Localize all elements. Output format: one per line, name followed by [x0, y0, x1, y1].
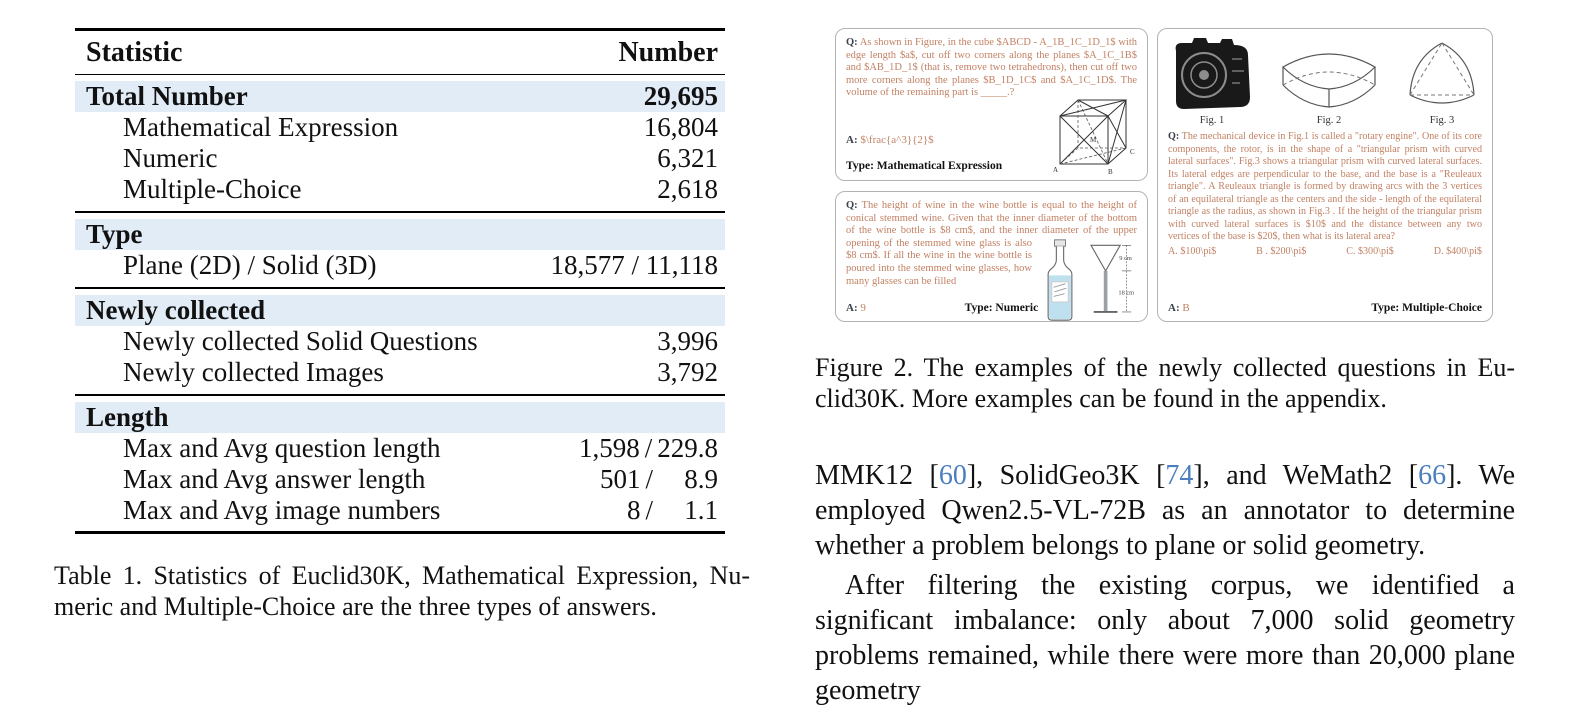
panel-mathematical-expression — [835, 28, 1148, 181]
question-text — [846, 200, 1138, 297]
figure-caption — [815, 352, 1515, 414]
stat-label: Newly collected Images — [123, 357, 384, 387]
fig-label: Fig. 3 — [1429, 115, 1455, 126]
citation-link[interactable]: 66 — [1418, 460, 1447, 491]
stat-value: 16,804 — [643, 112, 718, 142]
type-value: Mathematical Expression — [876, 160, 1003, 172]
type-label: Type: — [964, 302, 993, 314]
body-text: MMK12 [ — [815, 460, 939, 491]
figure-caption-line1: Figure 2. The examples of the newly collected questions in Eu- — [815, 353, 1515, 382]
table-section-header-row — [75, 81, 725, 112]
table-row — [75, 326, 725, 357]
fig-label: Fig. 2 — [1316, 115, 1342, 126]
stat-label: Multiple-Choice — [123, 174, 302, 204]
stat-label: Mathematical Expression — [123, 112, 399, 142]
body-paragraph-1 — [815, 458, 1515, 563]
body-text-column — [815, 458, 1515, 706]
fig-label: Fig. 1 — [1199, 115, 1225, 126]
max-value: 501 — [599, 464, 641, 494]
question-label: Q: — [846, 37, 858, 48]
type-value: Multiple-Choice — [1402, 302, 1482, 314]
figure-images-row — [1168, 37, 1482, 126]
stat-value — [574, 433, 725, 464]
section-header-label: Length — [86, 402, 169, 432]
col-header-number: Number — [618, 36, 718, 68]
stat-label: Max and Avg answer length — [123, 464, 426, 494]
options-row — [1168, 246, 1482, 257]
answer-label: A: — [1168, 302, 1180, 314]
question-body: of the upper opening of the stemmed wine glass is also $8 cm$. If all the wine in the wine bottle is poured into the stemmed wine glasses, how many glasses can be filled — [846, 225, 1137, 287]
curved-prism-figure — [1277, 41, 1381, 113]
table-row — [75, 433, 725, 464]
stat-value: 3,792 — [657, 357, 718, 387]
table-section-length — [75, 394, 725, 526]
table-section-newly-collected — [75, 287, 725, 388]
stat-label: Plane (2D) / Solid (3D) — [123, 250, 377, 280]
table-section-total-number — [75, 75, 725, 205]
reuleaux-triangle-figure — [1402, 37, 1482, 113]
stat-value: 2,618 — [657, 174, 718, 204]
answer-type-row — [846, 302, 1137, 314]
figure-caption-line2: clid30K. More examples can be found in the appendix. — [815, 384, 1387, 413]
table-caption-line2: meric and Multiple-Choice are the three types of answers. — [54, 592, 657, 621]
option-b: B . $200\pi$ — [1256, 245, 1307, 257]
citation-link[interactable]: 74 — [1165, 460, 1194, 491]
col-header-statistic: Statistic — [86, 36, 183, 68]
table-section-type — [75, 211, 725, 281]
fig3-block — [1402, 37, 1482, 126]
stat-value: 3,996 — [657, 326, 718, 356]
body-text: ], and WeMath2 [ — [1193, 460, 1419, 491]
max-value: 8 — [626, 495, 641, 525]
type-label: Type: — [846, 160, 874, 172]
table-1 — [75, 28, 725, 534]
avg-value: 8.9 — [684, 464, 718, 494]
option-c: C. $300\pi$ — [1346, 245, 1394, 257]
stat-label: Max and Avg image numbers — [123, 495, 441, 525]
table-header-row — [75, 31, 725, 75]
table-row — [75, 495, 725, 526]
question-body: As shown in Figure, in the cube $ABCD - A_1B_1C_1D_1$ with edge length $a$, cut off two corners along the planes $A_1C_1B$ and $AB_1D_1$ (that is, remove two tetrahedrons), then cut off two more corners along the planes $B_1D_1C$ and $A_1C_1D$. The volume of the remaining part is _____.? — [846, 37, 1137, 99]
table-row — [75, 250, 725, 281]
cube-figure — [1046, 90, 1142, 176]
type-line — [846, 160, 1002, 172]
answer-value: B — [1182, 302, 1190, 314]
question-label: Q: — [846, 200, 858, 211]
answer-line — [1168, 302, 1190, 314]
panel-multiple-choice — [1157, 28, 1493, 322]
question-label: Q: — [1168, 131, 1180, 142]
figure-2 — [835, 28, 1493, 322]
table-caption-line1: Table 1. Statistics of Euclid30K, Mathematical Expression, Nu- — [54, 561, 750, 590]
type-value: Numeric — [995, 302, 1039, 314]
answer-label: A: — [846, 302, 858, 314]
max-value: 1,598 — [578, 433, 640, 463]
answer-value: $\frac{a^3}{2}$ — [860, 134, 934, 146]
answer-label: A: — [846, 134, 858, 146]
answer-line — [846, 134, 934, 146]
table-row — [75, 174, 725, 205]
question-text — [1168, 131, 1482, 244]
fig1-block — [1168, 37, 1256, 126]
table-row — [75, 357, 725, 388]
slash-separator: / — [645, 495, 653, 525]
body-text: ]. We employed Qwen2.5-VL-72B as an annotator to determine whether a problem belongs to plane or solid geometry. — [815, 460, 1515, 561]
fig2-block — [1277, 41, 1381, 126]
question-body: The height of wine in the wine bottle is equal to the height of conical stemmed wine. Given that the inner diameter of the bottom of the wine bottle is $8 cm$, and the inner diameter — [846, 200, 1138, 237]
stat-label: Max and Avg question length — [123, 433, 441, 463]
svg-text:M: M — [1090, 136, 1097, 144]
rotary-engine-photo — [1168, 37, 1256, 113]
answer-value: 9 — [860, 302, 866, 314]
section-header-value: 29,695 — [643, 81, 718, 111]
svg-text:18 cm: 18 cm — [1118, 289, 1135, 297]
stat-value — [574, 495, 725, 526]
section-header-label: Total Number — [86, 81, 248, 111]
table-section-header-row — [75, 402, 725, 433]
type-line — [965, 302, 1039, 314]
answer-line — [846, 302, 866, 314]
slash-separator: / — [644, 433, 653, 463]
section-header-label: Newly collected — [86, 295, 266, 325]
question-body: The mechanical device in Fig.1 is called a "rotary engine". One of its core components, the rotor, is in the shape of a "triangular prism with curved lateral surfaces". Fig.3 shows a triangular prism with curved lateral surfaces. Its lateral edges are perpendicular to the base, and the base is a "Reuleaux triangle". A Reuleaux triangle is formed by drawing arcs with the 3 vertices of an equilateral triangle as the centers and the side - length of the equilateral triangle as the radius, as shown in Fig.3 . If the height of the triangular prism with curved lateral surfaces is $10$ and the distance between any two vertices of the base is $20$, then what is its lateral area? — [1168, 131, 1482, 242]
svg-text:9 cm: 9 cm — [1119, 254, 1132, 262]
option-d: D. $400\pi$ — [1433, 245, 1482, 257]
table-section-header-row — [75, 295, 725, 326]
stat-value — [574, 464, 725, 495]
citation-link[interactable]: 60 — [938, 460, 967, 491]
svg-text:C: C — [1130, 148, 1135, 156]
panel-numeric — [835, 191, 1148, 322]
svg-text:A: A — [1053, 166, 1059, 174]
svg-text:B: B — [1108, 168, 1113, 176]
body-text: ], SolidGeo3K [ — [966, 460, 1166, 491]
table-row — [75, 464, 725, 495]
table-section-header-row — [75, 219, 725, 250]
stat-value: 6,321 — [657, 143, 718, 173]
type-label: Type: — [1371, 302, 1400, 314]
option-a: A. $100\pi$ — [1168, 245, 1217, 257]
slash-separator: / — [645, 464, 653, 494]
table-row — [75, 112, 725, 143]
table-caption — [54, 560, 750, 622]
stat-label: Newly collected Solid Questions — [123, 326, 478, 356]
stat-label: Numeric — [123, 143, 218, 173]
avg-value: 229.8 — [657, 433, 718, 463]
stat-value: 18,577 / 11,118 — [550, 250, 718, 280]
section-header-label: Type — [86, 219, 143, 249]
answer-type-row — [1168, 302, 1482, 314]
type-line — [1371, 302, 1482, 314]
body-paragraph-2: After filtering the existing corpus, we identified a significant imbalance: only about 7,000 solid geometry problems remained, while there were more than 20,000 plane geometry — [815, 570, 1515, 706]
avg-value: 1.1 — [684, 495, 718, 525]
table-row — [75, 143, 725, 174]
